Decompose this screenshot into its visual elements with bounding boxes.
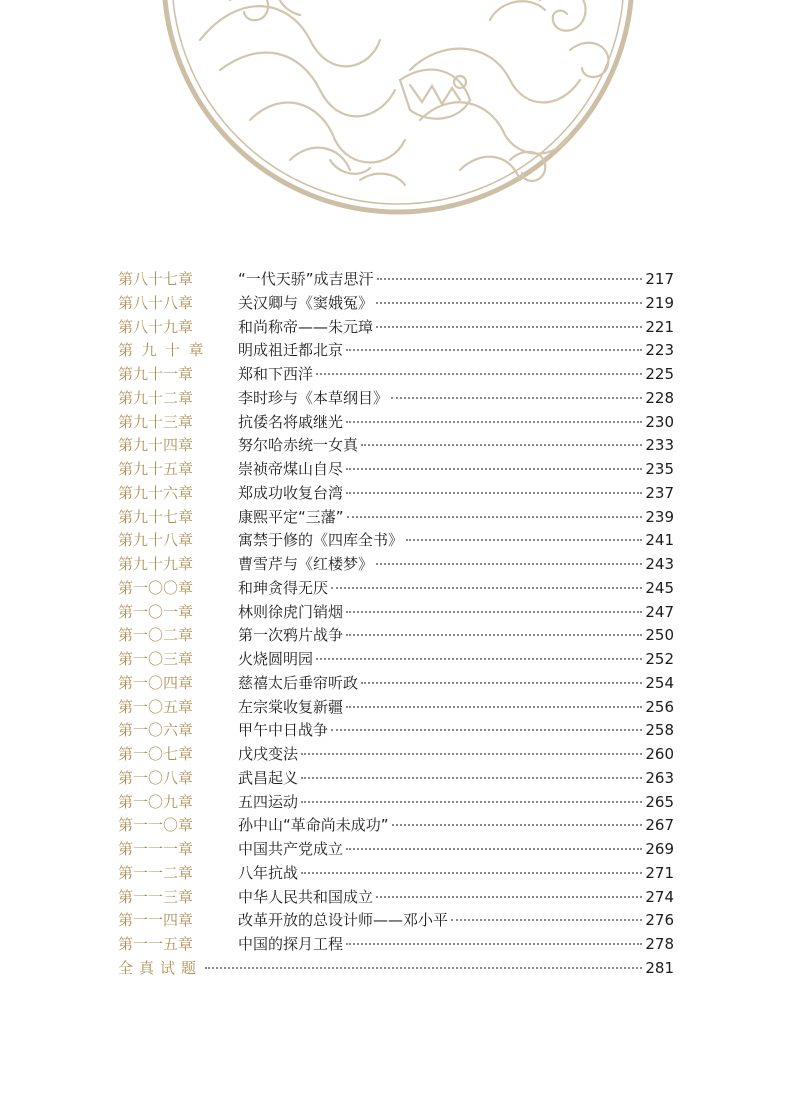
toc-entry[interactable]	[118, 506, 674, 530]
page-number: 271	[645, 863, 674, 882]
leader-dots	[301, 799, 642, 803]
leader-dots	[376, 894, 642, 898]
page-number: 274	[645, 887, 674, 906]
phoenix-medallion-icon	[160, 0, 636, 216]
leader-dots	[316, 371, 642, 375]
leader-dots	[346, 846, 642, 850]
chapter-number: 第一〇〇章	[118, 578, 194, 597]
page-number: 267	[645, 816, 674, 835]
page-number: 225	[645, 365, 674, 383]
page-number: 256	[645, 697, 674, 716]
chapter-title: 左宗棠收复新疆	[238, 697, 344, 716]
toc-entry[interactable]	[118, 909, 674, 933]
leader-dots	[406, 537, 642, 541]
toc-entry[interactable]	[118, 814, 674, 838]
toc-entry[interactable]	[118, 482, 674, 506]
chapter-number: 第一〇四章	[118, 673, 194, 692]
chapter-number: 第九十五章	[118, 460, 194, 478]
toc-entry[interactable]	[118, 601, 674, 625]
page-number: 276	[645, 911, 674, 930]
chapter-number: 第八十八章	[118, 293, 194, 312]
chapter-number: 第九十九章	[118, 555, 194, 573]
toc-entry[interactable]	[118, 743, 674, 767]
page-number: 258	[645, 721, 674, 740]
chapter-title: 八年抗战	[238, 863, 299, 882]
leader-dots	[301, 751, 642, 755]
toc-final-title: 全真试题	[118, 958, 203, 977]
chapter-number: 第一一〇章	[118, 816, 194, 835]
toc-entry[interactable]	[118, 434, 674, 458]
page-number: 245	[645, 578, 674, 597]
toc-entry[interactable]	[118, 648, 674, 672]
leader-dots	[346, 941, 642, 945]
chapter-number: 第一〇一章	[118, 602, 194, 621]
chapter-number: 第一一三章	[118, 887, 194, 906]
leader-dots	[346, 347, 642, 351]
leader-dots	[205, 965, 642, 969]
page-number: 247	[645, 602, 674, 621]
leader-dots	[301, 870, 642, 874]
page-number: 260	[645, 745, 674, 763]
chapter-title: 崇祯帝煤山自尽	[238, 460, 344, 478]
toc-entry[interactable]	[118, 838, 674, 862]
toc-entry[interactable]	[118, 933, 674, 957]
leader-dots	[346, 632, 642, 636]
chapter-number: 第九十二章	[118, 388, 194, 407]
leader-dots	[361, 680, 642, 684]
chapter-number: 第九十一章	[118, 365, 194, 383]
toc-entry[interactable]	[118, 624, 674, 648]
leader-dots	[361, 442, 642, 446]
chapter-title: 曹雪芹与《红楼梦》	[238, 555, 374, 573]
toc-entry[interactable]	[118, 672, 674, 696]
toc-entry[interactable]	[118, 339, 674, 363]
leader-dots	[451, 917, 642, 921]
toc-entry[interactable]	[118, 363, 674, 387]
chapter-number: 第一一五章	[118, 935, 194, 953]
chapter-title: 和珅贪得无厌	[238, 578, 329, 597]
toc-entry[interactable]	[118, 316, 674, 340]
table-of-contents	[118, 268, 674, 981]
chapter-title: 郑和下西洋	[238, 365, 314, 383]
toc-entry[interactable]	[118, 553, 674, 577]
toc-entry-final[interactable]	[118, 957, 674, 981]
leader-dots	[331, 727, 642, 731]
page-number: 228	[645, 388, 674, 407]
chapter-title: 中华人民共和国成立	[238, 887, 374, 906]
chapter-title: 康熙平定“三藩”	[238, 507, 344, 526]
chapter-number: 第一一四章	[118, 911, 194, 930]
leader-dots	[331, 585, 642, 589]
chapter-number: 第八十九章	[118, 317, 194, 336]
chapter-title: 改革开放的总设计师——邓小平	[238, 911, 449, 930]
page-number: 241	[645, 531, 674, 550]
chapter-title: “一代天骄”成吉思汗	[238, 270, 374, 288]
page-number: 233	[645, 436, 674, 455]
chapter-number: 第一一二章	[118, 863, 194, 882]
toc-entry[interactable]	[118, 862, 674, 886]
leader-dots	[391, 395, 642, 399]
chapter-number: 第九十六章	[118, 483, 194, 502]
chapter-number: 第九十三章	[118, 412, 194, 431]
chapter-number: 第一〇八章	[118, 768, 194, 787]
chapter-number: 第一〇六章	[118, 721, 194, 740]
leader-dots	[392, 822, 643, 826]
leader-dots	[346, 419, 642, 423]
leader-dots	[376, 324, 642, 328]
chapter-title: 李时珍与《本草纲目》	[238, 388, 389, 407]
chapter-title: 第一次鸦片战争	[238, 626, 344, 645]
chapter-number: 第九十八章	[118, 531, 194, 550]
leader-dots	[316, 656, 642, 660]
toc-entry[interactable]	[118, 886, 674, 910]
chapter-title: 中国共产党成立	[238, 840, 344, 858]
page-number: 269	[645, 840, 674, 858]
chapter-title: 和尚称帝——朱元璋	[238, 317, 374, 336]
toc-entry[interactable]	[118, 268, 674, 292]
chapter-title: 郑成功收复台湾	[238, 483, 344, 502]
leader-dots	[376, 300, 642, 304]
leader-dots	[376, 561, 642, 565]
page-number: 239	[645, 507, 674, 526]
toc-entry[interactable]	[118, 411, 674, 435]
page-number: 237	[645, 483, 674, 502]
leader-dots	[347, 514, 643, 518]
page-number: 252	[645, 650, 674, 668]
page-number: 219	[645, 293, 674, 312]
toc-entry[interactable]	[118, 387, 674, 411]
chapter-title: 孙中山“革命尚未成功”	[238, 816, 389, 835]
leader-dots	[346, 466, 642, 470]
toc-entry[interactable]	[118, 719, 674, 743]
toc-entry[interactable]	[118, 529, 674, 553]
toc-final-page: 281	[645, 958, 674, 977]
chapter-title: 抗倭名将戚继光	[238, 412, 344, 431]
page-number: 235	[645, 460, 674, 478]
leader-dots	[346, 490, 642, 494]
chapter-title: 甲午中日战争	[238, 721, 329, 740]
page-number: 223	[645, 341, 674, 360]
chapter-number: 第一〇三章	[118, 650, 194, 668]
page-number: 254	[645, 673, 674, 692]
chapter-title: 努尔哈赤统一女真	[238, 436, 359, 455]
chapter-title: 火烧圆明园	[238, 650, 314, 668]
chapter-title: 戊戌变法	[238, 745, 299, 763]
leader-dots	[346, 609, 642, 613]
page-number: 278	[645, 935, 674, 953]
chapter-title: 林则徐虎门销烟	[238, 602, 344, 621]
chapter-number: 第一一一章	[118, 840, 194, 858]
page-number: 217	[645, 270, 674, 288]
chapter-number: 第一〇九章	[118, 792, 194, 811]
page-number: 243	[645, 555, 674, 573]
chapter-number: 第九十章	[118, 341, 213, 360]
chapter-title: 武昌起义	[238, 768, 299, 787]
chapter-title: 中国的探月工程	[238, 935, 344, 953]
leader-dots	[301, 775, 642, 779]
chapter-title: 明成祖迁都北京	[238, 341, 344, 360]
chapter-number: 第九十七章	[118, 507, 194, 526]
chapter-number: 第一〇二章	[118, 626, 194, 645]
toc-entry[interactable]	[118, 696, 674, 720]
page-number: 263	[645, 768, 674, 787]
toc-entry[interactable]	[118, 577, 674, 601]
toc-entry[interactable]	[118, 458, 674, 482]
toc-entry[interactable]	[118, 292, 674, 316]
chapter-number: 第九十四章	[118, 436, 194, 455]
toc-entry[interactable]	[118, 791, 674, 815]
chapter-number: 第一〇五章	[118, 697, 194, 716]
page-number: 230	[645, 412, 674, 431]
chapter-title: 寓禁于修的《四库全书》	[238, 531, 404, 550]
leader-dots	[346, 704, 642, 708]
chapter-title: 关汉卿与《窦娥冤》	[238, 293, 374, 312]
page-number: 250	[645, 626, 674, 645]
toc-entry[interactable]	[118, 767, 674, 791]
page-number: 265	[645, 792, 674, 811]
leader-dots	[377, 276, 643, 280]
chapter-number: 第一〇七章	[118, 745, 194, 763]
chapter-number: 第八十七章	[118, 270, 194, 288]
chapter-title: 五四运动	[238, 792, 299, 811]
page-number: 221	[645, 317, 674, 336]
chapter-title: 慈禧太后垂帘听政	[238, 673, 359, 692]
